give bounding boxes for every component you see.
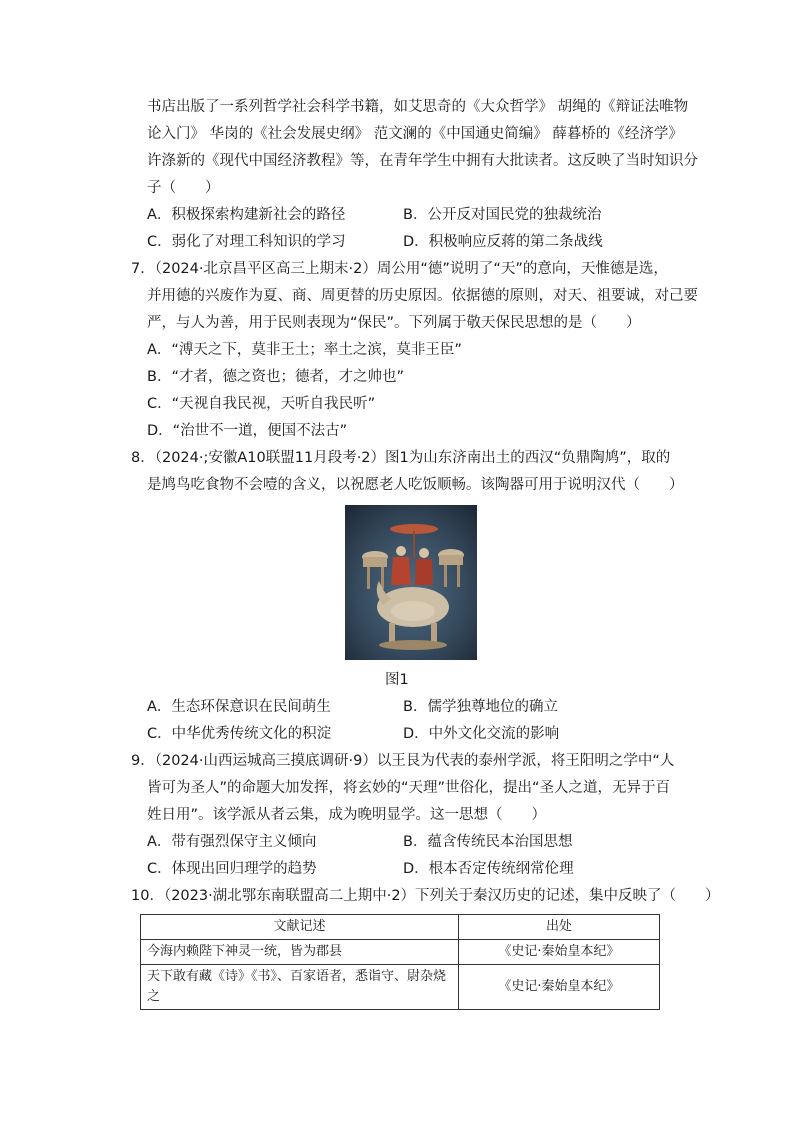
table-cell-record: 今海内赖陛下神灵一统，皆为郡县 (141, 940, 459, 965)
table-row (141, 965, 660, 1010)
q7-option-a[interactable]: A．“溥天之下，莫非王土；率土之滨，莫非王臣” (147, 342, 462, 358)
table-header-source: 出处 (459, 915, 660, 940)
q8-option-b[interactable]: B．儒学独尊地位的确立 (403, 699, 558, 715)
q6-option-d[interactable]: D．积极响应反蒋的第二条战线 (403, 234, 603, 250)
q8-option-d[interactable]: D．中外文化交流的影响 (403, 726, 560, 742)
q9-stem-line-1: 9．（2024·山西运城高三摸底调研·9）以王艮为代表的泰州学派，将王阳明之学中“人 (131, 753, 675, 769)
table-cell-record: 天下敢有藏《诗》《书》、百家语者，悉诣守、尉杂烧之 (141, 965, 459, 1010)
q9-stem-line-2: 皆可为圣人”的命题大加发挥，将玄妙的“天理”世俗化，提出“圣人之道，无异于百 (147, 780, 671, 796)
q8-option-a[interactable]: A．生态环保意识在民间萌生 (147, 699, 331, 715)
table-row (141, 940, 660, 965)
q9-option-a[interactable]: A．带有强烈保守主义倾向 (147, 834, 317, 850)
q8-stem-line-2: 是鸠鸟吃食物不会噎的含义，以祝愿老人吃饭顺畅。该陶器可用于说明汉代（ ） (147, 477, 684, 493)
q9-stem-line-3: 姓日用”。该学派从者云集，成为晚明显学。这一思想（ ） (147, 807, 547, 823)
q6-line-1: 书店出版了一系列哲学社会科学书籍，如艾思奇的《大众哲学》 胡绳的《辩证法唯物 (147, 99, 689, 115)
q7-option-b[interactable]: B．“才者，德之资也；德者，才之帅也” (147, 369, 404, 385)
q6-line-2: 论入门》 华岗的《社会发展史纲》 范文澜的《中国通史简编》 薛暮桥的《经济学》 (147, 126, 683, 142)
q8-stem-line-1: 8．（2024·;安徽A10联盟11月段考·2）图1为山东济南出土的西汉“负鼎陶鸠”，取的 (131, 450, 671, 466)
q7-stem-line-1: 7．（2024·北京昌平区高三上期末·2）周公用“德”说明了“天”的意向，天惟德是选， (131, 261, 668, 277)
table-header-row (141, 915, 660, 940)
q6-option-b[interactable]: B．公开反对国民党的独裁统治 (403, 207, 602, 223)
table-cell-source: 《史记·秦始皇本纪》 (459, 940, 660, 965)
q6-option-a[interactable]: A．积极探索构建新社会的路径 (147, 207, 346, 223)
q6-line-4: 子（ ） (147, 180, 220, 196)
q7-stem-line-2: 并用德的兴废作为夏、商、周更替的历史原因。依据德的原则，对天、祖要诚，对己要 (147, 288, 698, 304)
q9-option-c[interactable]: C．体现出回归理学的趋势 (147, 861, 317, 877)
q9-option-d[interactable]: D．根本否定传统纲常伦理 (403, 861, 574, 877)
q10-stem: 10．（2023·湖北鄂东南联盟高二上期中·2）下列关于秦汉历史的记述，集中反映了（ ） (131, 888, 720, 904)
table-header-record: 文献记述 (141, 915, 459, 940)
q6-option-c[interactable]: C．弱化了对理工科知识的学习 (147, 234, 346, 250)
q6-line-3: 许涤新的《现代中国经济教程》等，在青年学生中拥有大批读者。这反映了当时知识分 (147, 153, 698, 169)
pottery-dove-figure (345, 505, 477, 660)
source-table (140, 914, 660, 1010)
q7-option-c[interactable]: C．“天视自我民视，天听自我民听” (147, 396, 376, 412)
q9-option-b[interactable]: B．蕴含传统民本治国思想 (403, 834, 573, 850)
q7-stem-line-3: 严，与人为善，用于民则表现为“保民”。下列属于敬天保民思想的是（ ） (147, 315, 641, 331)
figure-caption: 图1 (385, 672, 409, 688)
q7-option-d[interactable]: D．“治世不一道，便国不法古” (147, 423, 348, 439)
q8-option-c[interactable]: C．中华优秀传统文化的积淀 (147, 726, 332, 742)
table-cell-source: 《史记·秦始皇本纪》 (459, 965, 660, 1010)
